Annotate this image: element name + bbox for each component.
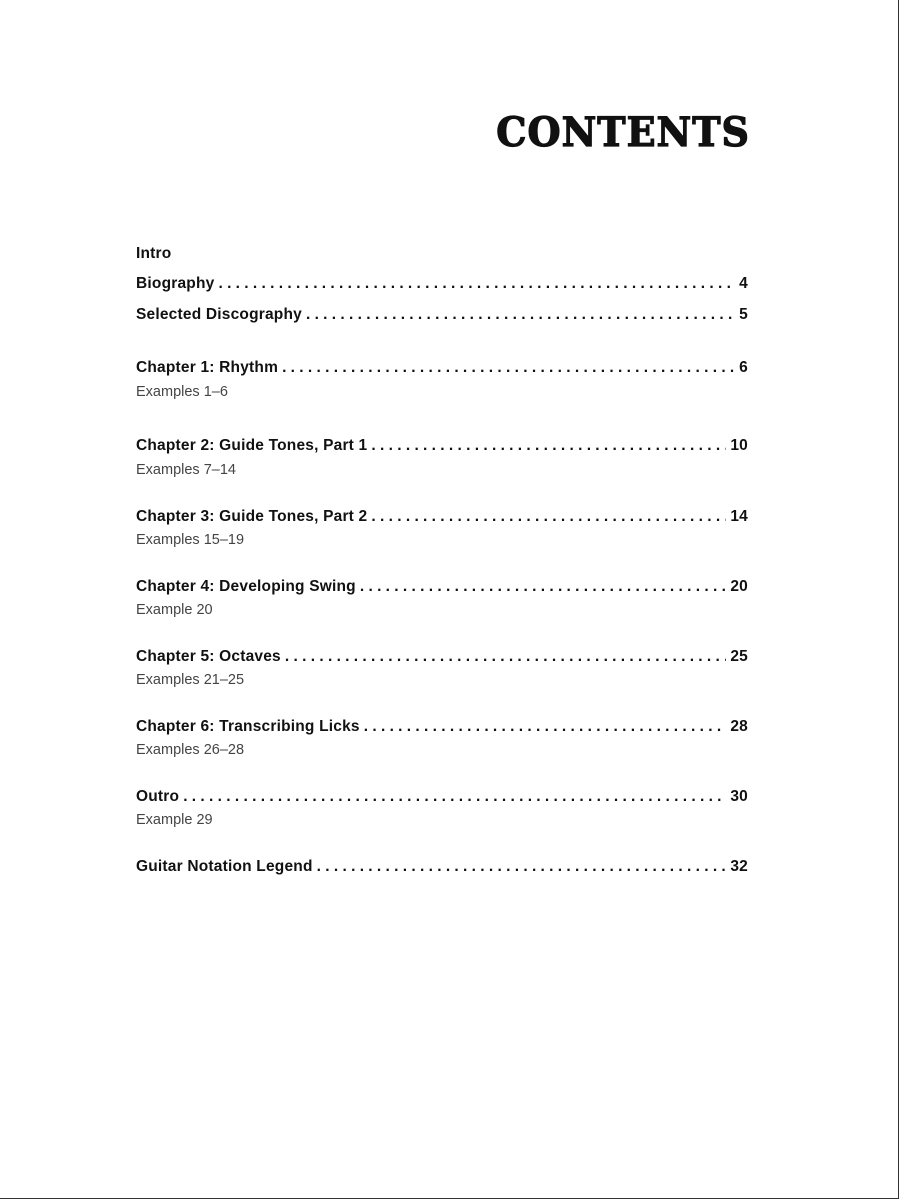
dot-leader [306,306,735,324]
toc-entry[interactable] [136,578,748,600]
toc-entry[interactable] [136,858,748,880]
dot-leader [364,718,727,736]
toc-entry-examples: Examples 7–14 [136,462,236,478]
toc-entry-page: 20 [730,578,748,595]
toc-entry-label: Chapter 3: Guide Tones, Part 2 [136,508,368,525]
toc-entry-examples: Examples 15–19 [136,532,245,548]
toc-entry[interactable] [136,788,748,810]
dot-leader [317,858,727,876]
toc-entry[interactable] [136,359,748,381]
dot-leader [371,437,726,455]
toc-entry-label: Chapter 1: Rhythm [136,359,279,376]
toc-entry-label: Chapter 6: Transcribing Licks [136,718,360,735]
page-title: CONTENTS [496,108,750,156]
toc-entry-page: 4 [739,275,748,292]
dot-leader [371,508,726,526]
toc-entry-label: Chapter 2: Guide Tones, Part 1 [136,437,368,454]
toc-entry-label: Outro [136,788,180,805]
toc-entry-label: Chapter 4: Developing Swing [136,578,356,595]
toc-entry-label: Guitar Notation Legend [136,858,313,875]
toc-entry[interactable] [136,306,748,328]
toc-entry-examples: Examples 26–28 [136,742,245,758]
toc-entry-examples: Example 20 [136,602,213,618]
dot-leader [183,788,726,806]
toc-heading-intro [136,245,748,267]
dot-leader [360,578,727,596]
toc-entry[interactable] [136,648,748,670]
toc-entry-page: 5 [739,306,748,323]
toc-entry-examples: Examples 21–25 [136,672,245,688]
toc-entry-page: 10 [730,437,748,454]
toc-entry-page: 28 [730,718,748,735]
toc-entry-page: 6 [739,359,748,376]
toc-intro-label: Intro [136,245,172,262]
toc-entry-page: 25 [730,648,748,665]
toc-entry[interactable] [136,275,748,297]
toc-entry-examples: Examples 1–6 [136,384,228,400]
toc-entry[interactable] [136,437,748,459]
toc-entry-page: 32 [730,858,748,875]
toc-entry-label: Selected Discography [136,306,302,323]
dot-leader [282,359,735,377]
toc-entry[interactable] [136,718,748,740]
toc-entry-examples: Example 29 [136,812,213,828]
toc-entry[interactable] [136,508,748,530]
toc-entry-page: 14 [730,508,748,525]
toc-entry-label: Biography [136,275,215,292]
dot-leader [218,275,735,293]
dot-leader [285,648,726,666]
toc-entry-label: Chapter 5: Octaves [136,648,281,665]
toc-entry-page: 30 [730,788,748,805]
